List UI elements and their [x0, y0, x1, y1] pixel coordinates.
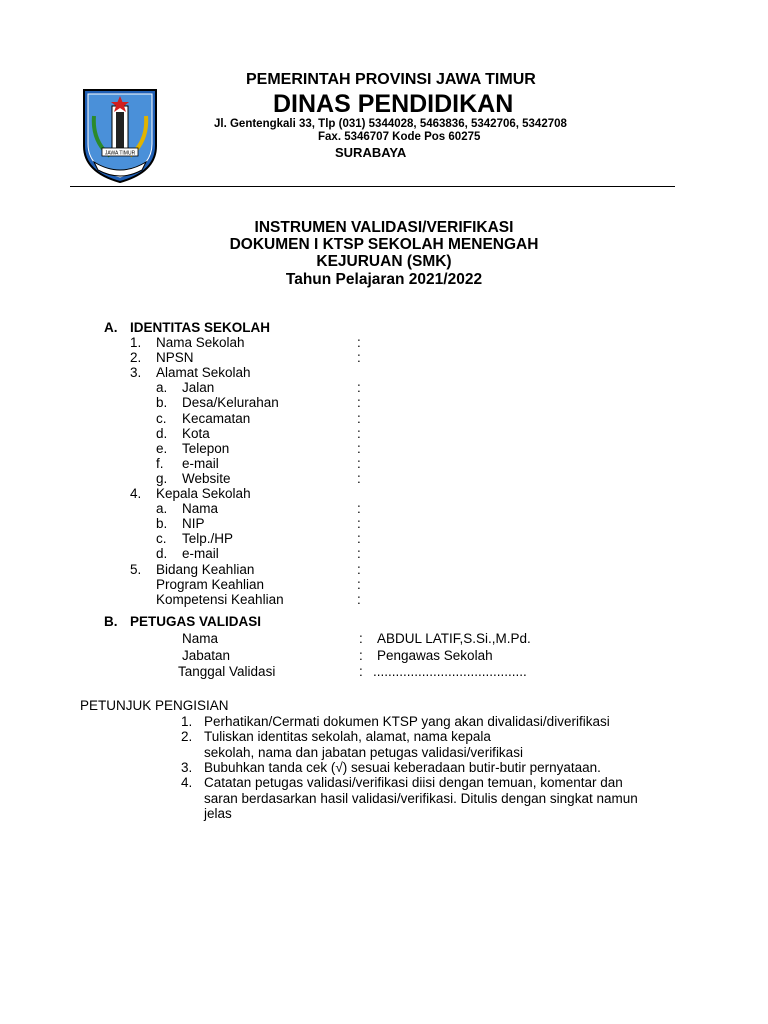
- section-a-marker: A.: [104, 320, 118, 335]
- section-b-marker: B.: [104, 614, 118, 629]
- section-a-heading: IDENTITAS SEKOLAH: [130, 320, 271, 335]
- section-b-heading: PETUGAS VALIDASI: [130, 614, 262, 629]
- validator-field-value: ABDUL LATIF,S.Si.,M.Pd.: [377, 631, 531, 646]
- identity-field-label: Jalan: [182, 380, 215, 396]
- identity-field-label: Bidang Keahlian: [156, 561, 255, 577]
- validator-field-value: Pengawas Sekolah: [377, 648, 493, 663]
- identity-field-colon: :: [357, 516, 361, 532]
- identity-sub-marker: e.: [156, 440, 168, 456]
- identity-field-label: Nama: [182, 501, 219, 517]
- identity-field-colon: :: [357, 335, 361, 350]
- instruction-number: 4.: [181, 775, 193, 791]
- letterhead-agency: DINAS PENDIDIKAN: [273, 90, 514, 118]
- identity-field-colon: :: [357, 561, 361, 577]
- validator-field-label: Jabatan: [182, 648, 231, 663]
- identity-item-number: 3.: [130, 365, 142, 381]
- logo-ribbon-text: JAWA TIMUR: [104, 150, 136, 157]
- validator-field-value: .........................................: [373, 664, 527, 679]
- identity-field-label: Kepala Sekolah: [156, 486, 251, 501]
- validator-field-colon: :: [359, 648, 363, 663]
- identity-sub-marker: g.: [156, 470, 168, 486]
- identity-field-colon: :: [357, 591, 361, 607]
- identity-field-label: NIP: [182, 516, 205, 532]
- identity-field-label: Nama Sekolah: [156, 335, 245, 350]
- identity-item-number: 5.: [130, 561, 142, 577]
- instruction-text: saran berdasarkan hasil validasi/verifikasi. Ditulis dengan singkat namun: [204, 790, 638, 806]
- identity-field-label: e-mail: [182, 455, 219, 471]
- identity-field-colon: :: [357, 350, 361, 366]
- letterhead-fax: Fax. 5346707 Kode Pos 60275: [318, 131, 481, 143]
- identity-item-number: 2.: [130, 350, 142, 366]
- doc-title-line1: INSTRUMEN VALIDASI/VERIFIKASI: [254, 219, 514, 236]
- instruction-text: Perhatikan/Cermati dokumen KTSP yang akan divalidasi/diverifikasi: [204, 714, 610, 729]
- instruction-number: 2.: [181, 729, 193, 745]
- identity-field-colon: :: [357, 531, 361, 547]
- identity-sub-marker: c.: [156, 410, 167, 426]
- identity-sub-marker: c.: [156, 531, 167, 547]
- identity-field-colon: :: [357, 470, 361, 486]
- identity-sub-marker: a.: [156, 501, 168, 517]
- identity-field-label: Kota: [182, 425, 210, 441]
- identity-sub-marker: f.: [156, 455, 164, 471]
- identity-field-colon: :: [357, 546, 361, 562]
- instruction-text: sekolah, nama dan jabatan petugas validasi/verifikasi: [204, 744, 523, 760]
- validator-field-label: Tanggal Validasi: [178, 664, 276, 679]
- identity-field-colon: :: [357, 455, 361, 471]
- identity-field-colon: :: [357, 501, 361, 517]
- doc-title-line3: KEJURUAN (SMK): [316, 253, 452, 270]
- validator-field-colon: :: [359, 664, 363, 679]
- identity-sub-marker: a.: [156, 380, 168, 396]
- identity-field-label: Telp./HP: [182, 531, 234, 547]
- identity-field-colon: :: [357, 380, 361, 396]
- identity-sub-marker: d.: [156, 425, 168, 441]
- identity-field-colon: :: [357, 410, 361, 426]
- identity-field-colon: :: [357, 440, 361, 456]
- identity-sub-marker: b.: [156, 395, 168, 411]
- doc-title-year: Tahun Pelajaran 2021/2022: [285, 271, 483, 288]
- validator-field-colon: :: [359, 631, 363, 646]
- letterhead-government: PEMERINTAH PROVINSI JAWA TIMUR: [246, 71, 536, 88]
- identity-field-label: Program Keahlian: [156, 576, 265, 592]
- letterhead-divider: [70, 186, 675, 187]
- identity-field-colon: :: [357, 425, 361, 441]
- instruction-text: Bubuhkan tanda cek (√) sesuai keberadaan butir-butir pernyataan.: [204, 759, 601, 775]
- identity-field-label: e-mail: [182, 546, 219, 562]
- identity-sub-marker: b.: [156, 516, 168, 532]
- instructions-heading: PETUNJUK PENGISIAN: [80, 698, 229, 713]
- identity-field-colon: :: [357, 576, 361, 592]
- letterhead-address: Jl. Gentengkali 33, Tlp (031) 5344028, 5463836, 5342706, 5342708: [214, 118, 567, 130]
- identity-field-label: Kompetensi Keahlian: [156, 591, 284, 607]
- identity-field-label: Kecamatan: [182, 410, 251, 426]
- identity-field-label: Desa/Kelurahan: [182, 395, 279, 411]
- doc-title-line2: DOKUMEN I KTSP SEKOLAH MENENGAH: [229, 236, 539, 253]
- instruction-text: jelas: [204, 805, 232, 821]
- instruction-text: Catatan petugas validasi/verifikasi diisi dengan temuan, komentar dan: [204, 775, 623, 791]
- identity-item-number: 1.: [130, 335, 142, 350]
- identity-field-label: Alamat Sekolah: [156, 365, 251, 381]
- identity-field-label: Website: [182, 470, 231, 486]
- instruction-number: 3.: [181, 759, 193, 775]
- identity-field-colon: :: [357, 395, 361, 411]
- letterhead-city: SURABAYA: [335, 145, 407, 160]
- identity-field-label: Telepon: [182, 440, 230, 456]
- instruction-text: Tuliskan identitas sekolah, alamat, nama kepala: [204, 729, 491, 745]
- identity-item-number: 4.: [130, 486, 142, 501]
- identity-field-label: NPSN: [156, 350, 194, 366]
- instruction-number: 1.: [181, 714, 193, 729]
- identity-sub-marker: d.: [156, 546, 168, 562]
- jawa-timur-emblem-logo: [80, 86, 160, 186]
- validator-field-label: Nama: [182, 631, 219, 646]
